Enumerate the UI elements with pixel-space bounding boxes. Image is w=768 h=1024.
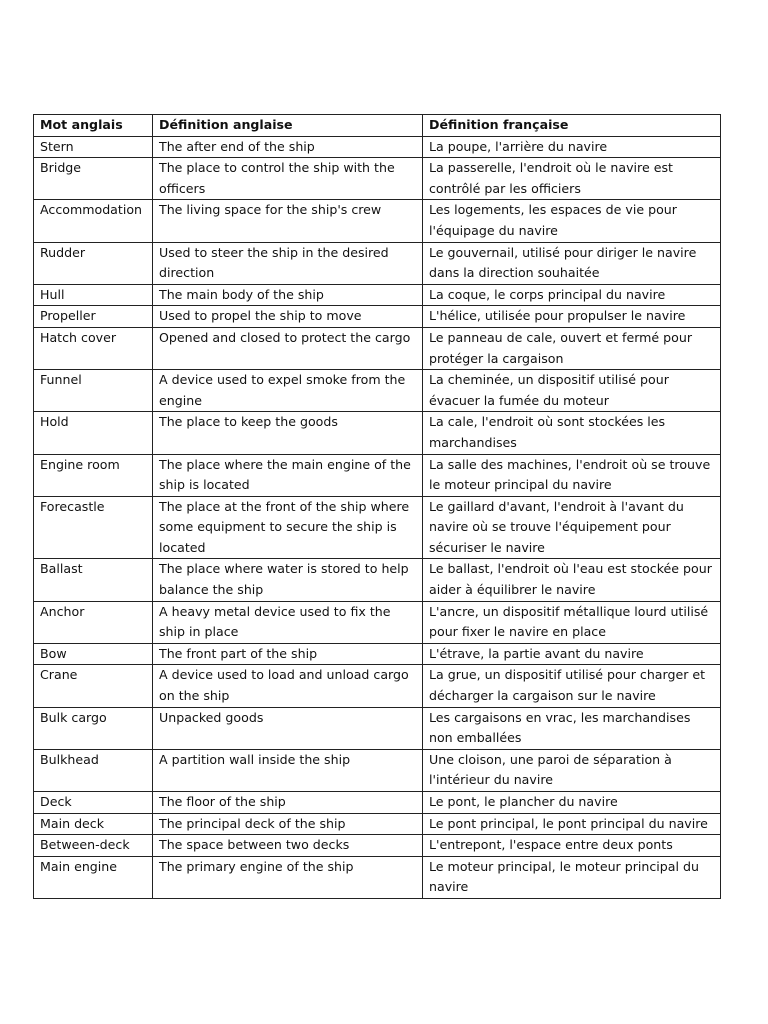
english-word-cell: Bridge — [34, 158, 153, 200]
column-header-english-definition: Définition anglaise — [153, 115, 423, 137]
table-row — [34, 749, 721, 791]
french-definition-cell: L'hélice, utilisée pour propulser le navire — [423, 306, 721, 328]
french-definition-cell: Les cargaisons en vrac, les marchandises non emballées — [423, 707, 721, 749]
english-word-cell: Propeller — [34, 306, 153, 328]
english-word-cell: Stern — [34, 136, 153, 158]
table-row — [34, 158, 721, 200]
table-row — [34, 496, 721, 559]
english-word-cell: Accommodation — [34, 200, 153, 242]
table-row — [34, 559, 721, 601]
table-row — [34, 643, 721, 665]
french-definition-cell: Une cloison, une paroi de séparation à l'intérieur du navire — [423, 749, 721, 791]
english-definition-cell: A partition wall inside the ship — [153, 749, 423, 791]
table-row — [34, 813, 721, 835]
french-definition-cell: Le panneau de cale, ouvert et fermé pour protéger la cargaison — [423, 327, 721, 369]
glossary-table-body — [34, 136, 721, 898]
french-definition-cell: La salle des machines, l'endroit où se trouve le moteur principal du navire — [423, 454, 721, 496]
french-definition-cell: L'étrave, la partie avant du navire — [423, 643, 721, 665]
english-definition-cell: The place at the front of the ship where some equipment to secure the ship is located — [153, 496, 423, 559]
english-word-cell: Hatch cover — [34, 327, 153, 369]
table-row — [34, 454, 721, 496]
english-word-cell: Bulkhead — [34, 749, 153, 791]
english-definition-cell: A heavy metal device used to fix the ship in place — [153, 601, 423, 643]
english-word-cell: Anchor — [34, 601, 153, 643]
english-word-cell: Bulk cargo — [34, 707, 153, 749]
english-definition-cell: The place where the main engine of the ship is located — [153, 454, 423, 496]
french-definition-cell: Les logements, les espaces de vie pour l'équipage du navire — [423, 200, 721, 242]
glossary-table — [33, 114, 721, 899]
english-word-cell: Between-deck — [34, 835, 153, 857]
table-row — [34, 242, 721, 284]
english-word-cell: Forecastle — [34, 496, 153, 559]
english-definition-cell: Used to steer the ship in the desired direction — [153, 242, 423, 284]
english-definition-cell: The main body of the ship — [153, 284, 423, 306]
english-definition-cell: The floor of the ship — [153, 792, 423, 814]
english-definition-cell: A device used to load and unload cargo on the ship — [153, 665, 423, 707]
table-row — [34, 665, 721, 707]
table-row — [34, 306, 721, 328]
english-definition-cell: The living space for the ship's crew — [153, 200, 423, 242]
english-word-cell: Bow — [34, 643, 153, 665]
english-definition-cell: The primary engine of the ship — [153, 856, 423, 898]
english-definition-cell: The space between two decks — [153, 835, 423, 857]
french-definition-cell: La cheminée, un dispositif utilisé pour évacuer la fumée du moteur — [423, 370, 721, 412]
column-header-english-word: Mot anglais — [34, 115, 153, 137]
english-definition-cell: Used to propel the ship to move — [153, 306, 423, 328]
table-header-row — [34, 115, 721, 137]
english-definition-cell: A device used to expel smoke from the engine — [153, 370, 423, 412]
english-definition-cell: The place where water is stored to help balance the ship — [153, 559, 423, 601]
french-definition-cell: Le moteur principal, le moteur principal du navire — [423, 856, 721, 898]
table-row — [34, 856, 721, 898]
english-word-cell: Main deck — [34, 813, 153, 835]
french-definition-cell: Le pont principal, le pont principal du navire — [423, 813, 721, 835]
english-word-cell: Hold — [34, 412, 153, 454]
table-row — [34, 707, 721, 749]
table-row — [34, 835, 721, 857]
column-header-french-definition: Définition française — [423, 115, 721, 137]
french-definition-cell: La cale, l'endroit où sont stockées les marchandises — [423, 412, 721, 454]
french-definition-cell: Le pont, le plancher du navire — [423, 792, 721, 814]
french-definition-cell: La passerelle, l'endroit où le navire est contrôlé par les officiers — [423, 158, 721, 200]
french-definition-cell: L'ancre, un dispositif métallique lourd utilisé pour fixer le navire en place — [423, 601, 721, 643]
english-word-cell: Main engine — [34, 856, 153, 898]
english-word-cell: Deck — [34, 792, 153, 814]
french-definition-cell: Le gouvernail, utilisé pour diriger le navire dans la direction souhaitée — [423, 242, 721, 284]
english-definition-cell: The after end of the ship — [153, 136, 423, 158]
english-definition-cell: The place to control the ship with the officers — [153, 158, 423, 200]
french-definition-cell: Le gaillard d'avant, l'endroit à l'avant du navire où se trouve l'équipement pour sécuriser le navire — [423, 496, 721, 559]
english-word-cell: Rudder — [34, 242, 153, 284]
table-row — [34, 136, 721, 158]
english-word-cell: Ballast — [34, 559, 153, 601]
english-word-cell: Funnel — [34, 370, 153, 412]
english-definition-cell: The principal deck of the ship — [153, 813, 423, 835]
table-row — [34, 601, 721, 643]
table-row — [34, 792, 721, 814]
french-definition-cell: La poupe, l'arrière du navire — [423, 136, 721, 158]
english-definition-cell: Opened and closed to protect the cargo — [153, 327, 423, 369]
table-row — [34, 327, 721, 369]
french-definition-cell: La grue, un dispositif utilisé pour charger et décharger la cargaison sur le navire — [423, 665, 721, 707]
table-row — [34, 370, 721, 412]
english-word-cell: Crane — [34, 665, 153, 707]
table-row — [34, 200, 721, 242]
english-word-cell: Engine room — [34, 454, 153, 496]
french-definition-cell: L'entrepont, l'espace entre deux ponts — [423, 835, 721, 857]
french-definition-cell: Le ballast, l'endroit où l'eau est stockée pour aider à équilibrer le navire — [423, 559, 721, 601]
table-row — [34, 284, 721, 306]
english-definition-cell: Unpacked goods — [153, 707, 423, 749]
english-definition-cell: The place to keep the goods — [153, 412, 423, 454]
table-row — [34, 412, 721, 454]
english-definition-cell: The front part of the ship — [153, 643, 423, 665]
english-word-cell: Hull — [34, 284, 153, 306]
french-definition-cell: La coque, le corps principal du navire — [423, 284, 721, 306]
